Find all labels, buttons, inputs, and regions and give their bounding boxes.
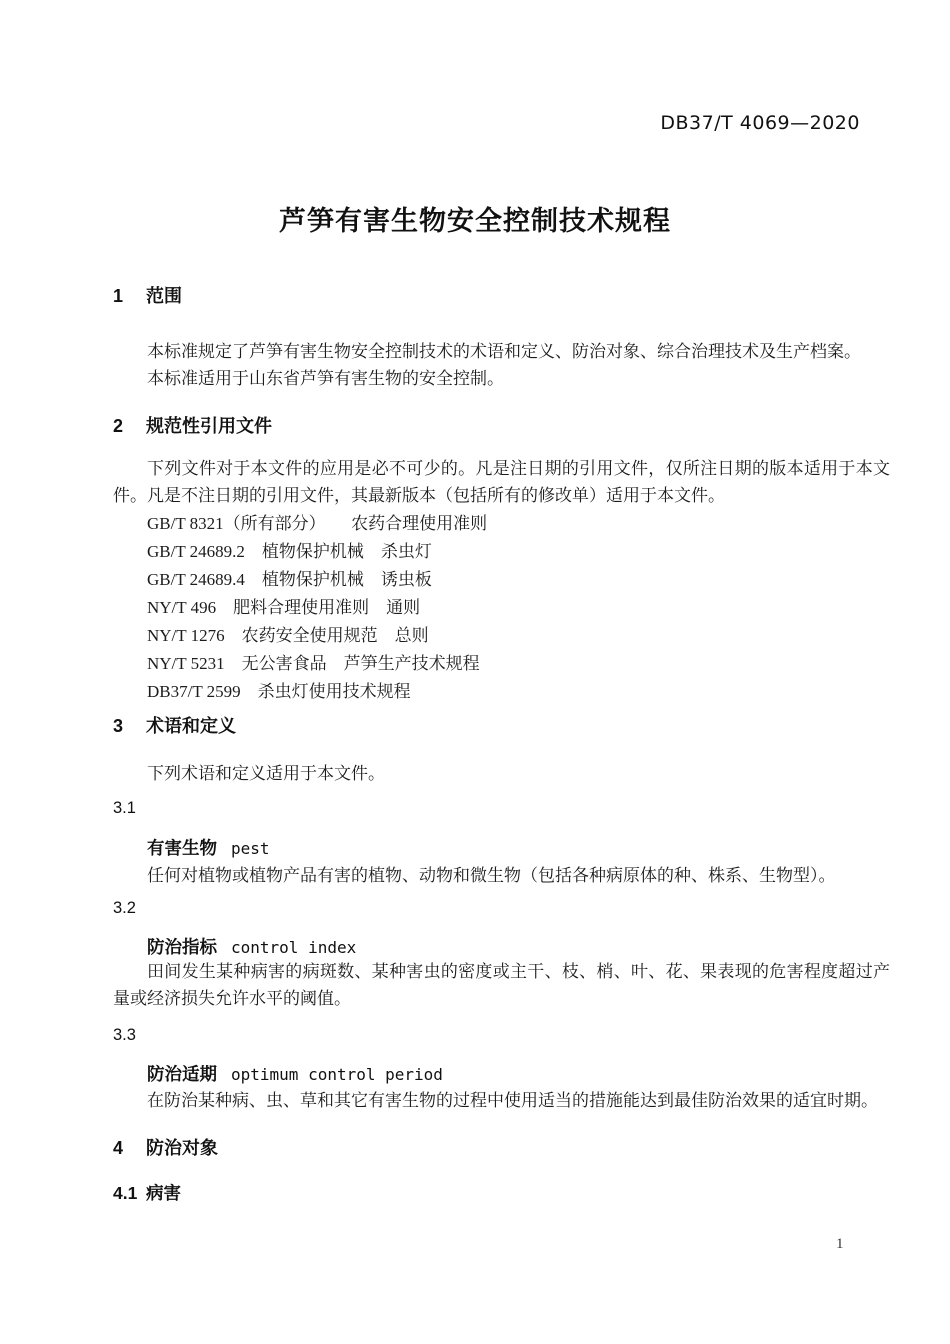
- clause-1-title: 范围: [146, 286, 182, 306]
- clause-4-heading: [113, 1137, 890, 1159]
- clause-4-1-title: 病害: [146, 1183, 181, 1203]
- clause-2-heading: [113, 415, 890, 437]
- term-3-en: optimum control period: [231, 1065, 443, 1084]
- clause-1-number: 1: [113, 286, 124, 306]
- term-3-zh: 防治适期: [147, 1064, 217, 1084]
- term-2-number: 3.2: [113, 899, 136, 917]
- term-2-heading: [113, 934, 924, 959]
- term-2-definition: 田间发生某种病害的病斑数、某种害虫的密度或主干、枝、梢、叶、花、果表现的危害程度超过产量或经济损失允许水平的阈值。: [113, 962, 890, 1008]
- doc-number: DB37/T 4069—2020: [660, 112, 860, 134]
- term-3-heading: [113, 1061, 924, 1086]
- term-3-number: 3.3: [113, 1026, 136, 1044]
- reference-item: NY/T 1276 农药安全使用规范 总则: [147, 626, 429, 645]
- reference-item: NY/T 496 肥料合理使用准则 通则: [147, 598, 421, 617]
- reference-item: NY/T 5231 无公害食品 芦笋生产技术规程: [147, 654, 480, 673]
- term-2-zh: 防治指标: [147, 937, 217, 957]
- reference-list: [113, 510, 890, 706]
- term-1-en: pest: [231, 839, 270, 858]
- clause-2-number: 2: [113, 416, 124, 436]
- clause-3-number: 3: [113, 716, 124, 736]
- clause-3-intro: 下列术语和定义适用于本文件。: [147, 764, 385, 783]
- term-2-en: control index: [231, 938, 357, 957]
- clause-2-intro: 下列文件对于本文件的应用是必不可少的。凡是注日期的引用文件，仅所注日期的版本适用于本文件。凡是不注日期的引用文件，其最新版本（包括所有的修改单）适用于本文件。: [113, 459, 890, 505]
- clause-2-title: 规范性引用文件: [146, 416, 272, 436]
- reference-item: GB/T 24689.2 植物保护机械 杀虫灯: [147, 542, 432, 561]
- clause-4-1-heading: [113, 1182, 890, 1204]
- term-1-definition: 任何对植物或植物产品有害的植物、动物和微生物（包括各种病原体的种、株系、生物型）。: [147, 866, 836, 885]
- term-3-definition: 在防治某种病、虫、草和其它有害生物的过程中使用适当的措施能达到最佳防治效果的适宜时期。: [147, 1091, 878, 1110]
- term-1-zh: 有害生物: [147, 838, 217, 858]
- reference-item: GB/T 24689.4 植物保护机械 诱虫板: [147, 570, 432, 589]
- clause-3-heading: [113, 715, 890, 737]
- clause-1-paragraph: 本标准规定了芦笋有害生物安全控制技术的术语和定义、防治对象、综合治理技术及生产档案。: [147, 342, 861, 361]
- term-1-number: 3.1: [113, 799, 136, 817]
- clause-1-heading: [113, 285, 890, 307]
- clause-4-title: 防治对象: [146, 1138, 218, 1158]
- reference-item: GB/T 8321（所有部分） 农药合理使用准则: [147, 514, 488, 533]
- clause-4-number: 4: [113, 1138, 124, 1158]
- doc-title: 芦笋有害生物安全控制技术规程: [279, 206, 671, 236]
- term-1-heading: [113, 835, 924, 860]
- clause-3-title: 术语和定义: [146, 716, 236, 736]
- page-number: 1: [836, 1236, 844, 1252]
- clause-4-1-number: 4.1: [113, 1183, 138, 1203]
- reference-item: DB37/T 2599 杀虫灯使用技术规程: [147, 682, 411, 701]
- clause-1-paragraph: 本标准适用于山东省芦笋有害生物的安全控制。: [147, 369, 504, 388]
